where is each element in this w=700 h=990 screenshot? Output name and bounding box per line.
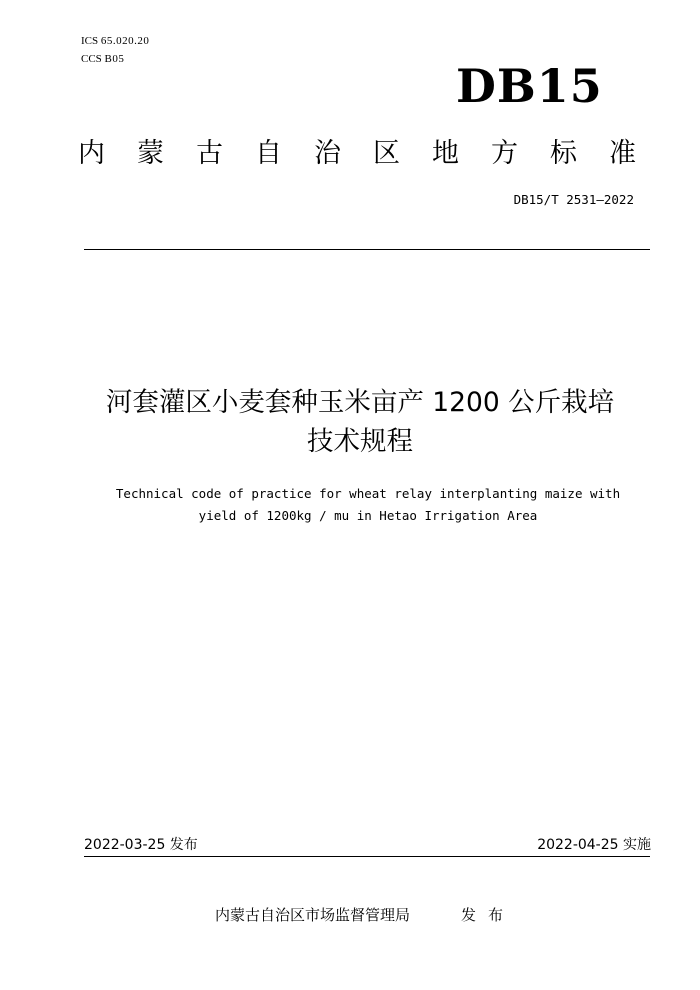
db15-logo: DB15 xyxy=(456,59,603,113)
english-title-line2: yield of 1200kg / mu in Hetao Irrigation Area xyxy=(198,508,538,523)
top-divider xyxy=(84,249,650,250)
issue-date: 2022-03-25 发布 xyxy=(84,837,198,853)
authority-name: 内蒙古自治区地方标准 xyxy=(78,138,668,169)
ccs-code: B05 xyxy=(104,53,125,65)
standard-number: DB15/T 2531—2022 xyxy=(513,192,634,207)
chinese-title-line2: 技术规程 xyxy=(307,426,413,457)
english-title-line1: Technical code of practice for wheat relay interplanting maize with xyxy=(115,486,621,501)
ccs-label: CCS xyxy=(81,53,102,65)
ccs-classification xyxy=(81,52,124,67)
chinese-title xyxy=(60,383,660,461)
ics-code: 65.020.20 xyxy=(100,35,150,47)
ics-label: ICS xyxy=(81,35,99,47)
ics-classification xyxy=(81,34,149,49)
implementation-date: 2022-04-25 实施 xyxy=(537,837,651,853)
publisher-name: 内蒙古自治区市场监督管理局 xyxy=(215,906,411,924)
publish-label: 发布 xyxy=(461,906,516,924)
english-title xyxy=(60,483,676,527)
bottom-divider xyxy=(84,856,650,857)
chinese-title-line1: 河套灌区小麦套种玉米亩产 1200 公斤栽培 xyxy=(105,387,615,418)
